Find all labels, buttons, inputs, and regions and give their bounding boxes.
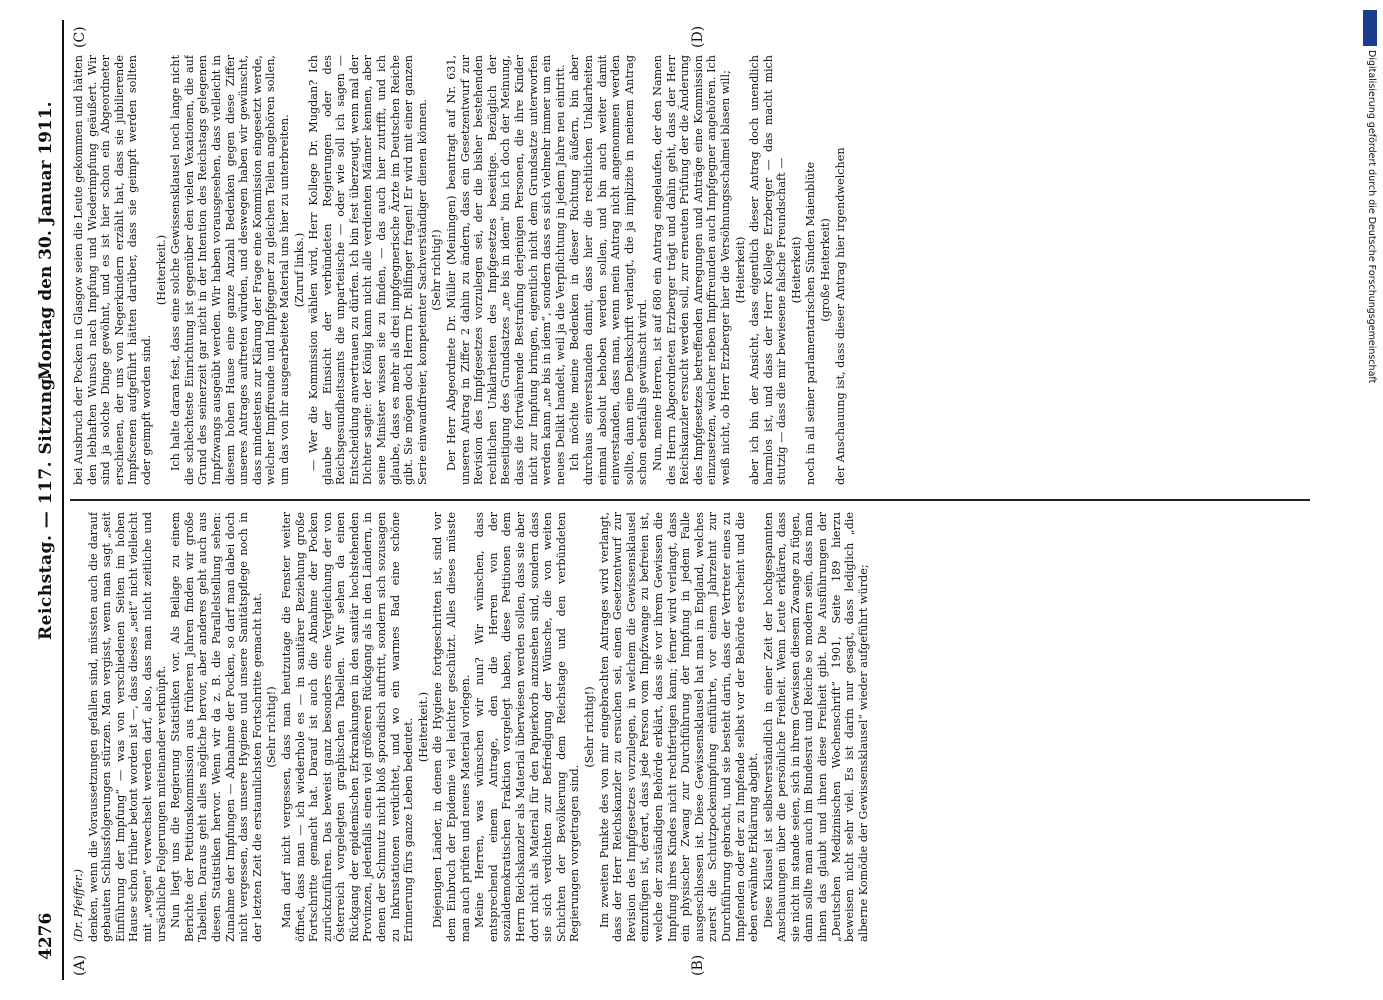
interjection: (Heiterkeit) (733, 236, 747, 304)
page-number: 4276 (36, 912, 56, 960)
paragraph: der Anschauung ist, dass dieser Antrag hier irgendwelchen (833, 147, 847, 485)
paragraph: Ich halte daran fest, dass eine solche Gewissensklausel noch lange nicht die schlechteste Einrichtung ist gegenüber den vielen Vexationen, die auf Grund des seinerzeit gar nicht in der Intention des Reichstags gelegenen Impfzwangs ausgeübt werden. Wir haben vorausgesehen, dass vielleicht in diesem hohen Hause eine ganze Anzahl Bedenken gegen diese Ziffer unseres Antrages auftreten würden, und deswegen haben wir gewünscht, dass mindestens zur Klärung der Frage eine Kommission eingesetzt werde, welcher Impffreunde und Impfgegner zu gleichen Teilen angehören sollen, um das von ihr ausgearbeitete Material uns hier zu unterbreiten. (169, 55, 291, 485)
paragraph: Diejenigen Länder, in denen die Hygiene fortgeschritten ist, sind vor dem Einbruch der Epidemie viel leichter geschützt. Alles dieses müsste man auch prüfen und neues Material vorlegen. (431, 512, 472, 942)
header-rule (62, 20, 64, 980)
interjection: (Heiterkeit) (789, 236, 803, 304)
paragraph: Nun liegt uns die Regierung Statistiken vor. Als Beilage zu einem Berichte der Petitionskommission aus früheren Jahren finden wir große Tabellen. Daraus geht alles mögliche hervor, aber anderes geht auch aus diesen Statistiken hervor. Wenn wir da z. B. die Parallelstellung sehen: Zunahme der Impfungen — Abnahme der Pocken, so darf man dabei doch nicht vergessen, dass unsere Hygiene und unsere Sanitätspflege noch in der letzten Zeit die erstaunlichsten Fortschritte gemacht hat. (169, 512, 264, 942)
paragraph: Man darf nicht vergessen, dass man heutzutage die Fenster weiter öffnet, dass man — ich wiederhole es — in sanitärer Beziehung große Fortschritte gemacht hat. Darauf ist auch die Abnahme der Pocken zurückzuführen. Das beweist ganz besonders eine Vergleichung der von Österreich vorgelegten graphischen Tabellen. Wir sehen da einen Rückgang der epidemischen Erkrankungen in den sanitär hochstehenden Provinzen, jedenfalls einen viel größeren Rückgang als in den Ländern, in denen der Schmutz nicht bloß sporadisch auftritt, sondern sich sozusagen zu Inkrustationen verdichtet, und wo ein warmes Bad eine schöne Erinnerung fürs ganze Leben bedeutet. (279, 512, 416, 942)
marker-a: (A) (72, 954, 88, 976)
paragraph: bei Ausbruch der Pocken in Glasgow seien die Leute gekommen und hätten den lebhaften Wunsch nach Impfung und Wiederimpfung geäußert. Wir sind ja solche Dinge gewöhnt, und es ist hier schon ein Abgeordneter erschienen, der uns von Negerkindern erzählt hat, dass sie jubilierende Impfscenen aufgeführt hätten darüber, dass sie geimpft werden sollten oder geimpft worden sind. (72, 55, 153, 485)
paragraph: Diese Klausel ist selbstverständlich in einer Zeit der hochgespannten Anschauungen über die persönliche Freiheit. Wenn Leute erklären, dass sie nicht im stande seien, sich in ihrem Gewissen diesem Zwange zu fügen, dann sollte man auch im Bundesrat und Reiche so modern sein, dass man ihnen das glaubt und ihnen diese Freiheit gibt. Die Ausführungen der „Deutschen Medizinischen Wochenschrift“ 1901, Seite 189 hierzu beweisen nicht sehr viel. Es ist darin nur gesagt, dass lediglich „die alberne Komödie der Gewissensklausel“ wieder aufgeführt würde; (761, 512, 870, 942)
paragraph: Ich möchte meine Bedenken in dieser Richtung äußern, bin aber durchaus einverstanden damit, dass hier die rechtlichen Unklarheiten einmal absolut behoben werden sollen, und bin auch weiter damit einverstanden, dass man, wenn mein Antrag nicht angenommen werden sollte, dann eine Denkschrift verlangt, die ja implizite in meinem Antrag schon ebenfalls gewünscht wird. (568, 55, 650, 485)
paragraph: Im zweiten Punkte des von mir eingebrachten Antrages wird verlangt, dass der Herr Reichskanzler zu ersuchen sei, einen Gesetzentwurf zur Revision des Impfgesetzes vorzulegen, in welchem die Gewissensklausel einzufügen ist, derart, dass jede Person vom Impfzwange zu befreien ist, welche der zuständigen Behörde erklärt, dass sie vor ihrem Gewissen die Impfung ihres Kindes nicht rechtfertigen kann; ferner wird verlangt, dass ein physischer Zwang zur Durchführung der Impfung in jedem Falle ausgeschlossen ist. Diese Gewissensklausel hat man in England, welches zuerst die Schutzpockenimpfung einführte, vor einem Jahrzehnt zur Durchführung gebracht, und sie besteht darin, dass der Vertreter eines zu Impfenden oder der zu Impfende selbst vor der Behörde erscheint und die eben erwähnte Erklärung abgibt. (597, 512, 761, 942)
paragraph: denken, wenn die Voraussetzungen gefallen sind, müssten auch die darauf gebauten Schlussfolgerungen stürzen. Man vergisst, wenn man sagt „seit Einführung der Impfung“ — was von verschiedenen Seiten im hohen Hause schon früher betont worden ist —, dass dieses „seit“ nicht vielleicht mit „wegen“ verwechselt werden darf, also, dass man nicht zeitliche und ursächliche Folgerungen miteinander verknüpft. (86, 512, 168, 942)
paragraph: Der Herr Abgeordnete Dr. Müller (Meiningen) beantragt auf Nr. 631, unseren Antrag in Ziffer 2 dahin zu ändern, dass ein Gesetzentwurf zur Revision des Impfgesetzes vorzulegen sei, der die bisher bestehenden rechtlichen Unklarheiten des Impfgesetzes beseitige. Bezüglich der Beseitigung des Grundsatzes „ne bis in idem“ bin ich doch der Meinung, dass die fortwährende Bestrafung derjenigen Personen, die ihre Kinder nicht zur Impfung bringen, eigentlich nicht dem Grundsatze unterworfen werden kann „ne bis in idem“, sondern dass es sich vielmehr immer um ein neues Delikt handelt, weil ja die Verpflichtung in jedem Jahre neu eintritt. (445, 55, 567, 485)
column-separator (70, 499, 1310, 501)
interjection: (Heiterkeit.) (416, 691, 430, 763)
page-date: Montag den 30. Januar 1911. (36, 101, 56, 380)
interjection: (Heiterkeit.) (154, 234, 168, 306)
interjection: (Sehr richtig!) (430, 229, 444, 311)
interjection: (Sehr richtig!) (582, 686, 596, 768)
left-column (72, 512, 1312, 942)
interjection: (Sehr richtig!) (265, 686, 279, 768)
dfg-logo (1363, 10, 1377, 46)
right-column (72, 55, 1312, 485)
marker-b: (B) (690, 954, 706, 976)
paragraph: Nun, meine Herren, ist auf 680 ein Antrag eingelaufen, der den Namen des Herrn Abgeordneten Erzberger trägt und dahin geht, dass der Herr Reichskanzler ersucht werden soll, zur erneuten Prüfung der die Änderung des Impfgesetzes betreffenden Anregungen und Anträge eine Kommission einzusetzen, welcher neben Impffreunden auch Impfgegner angehören. Ich weiß nicht, ob Herr Erzberger hier die Versöhnungsschalmei blasen will; (650, 55, 732, 485)
interjection: (Zuruf links.) (292, 232, 306, 308)
marker-d: (D) (690, 25, 706, 48)
digitization-banner (1363, 10, 1377, 390)
speaker-label: (Dr. Pfeiffer.) (72, 868, 85, 942)
interjection: (große Heiterkeit) (819, 218, 833, 322)
paragraph: aber ich bin der Ansicht, dass eigentlich dieser Antrag doch unendlich harmlos ist, und dass der Herr Kollege Erzberger — das macht mich stutzig — dass die mir bewiesene falsche Freundschaft — (748, 55, 789, 485)
banner-text: Digitalisierung gefördert durch die Deutsche Forschungsgemeinschaft (1366, 50, 1377, 384)
paragraph: — Wer die Kommission wählen wird, Herr Kollege Dr. Mugdan? Ich glaube der Einsicht der verbündeten Regierungen oder des Reichsgesundheitsamts die unparteiische — oder wie soll ich sagen — Entscheidung anvertrauen zu dürfen. Ich bin fest überzeugt, wenn mal der Dichter sagte: der König kann nicht alle verdienten Männer kennen, aber seine Minister wissen sie zu finden, — das auch hier zutrifft, und ich glaube, dass es mehr als drei impfgegnerische Ärzte im Deutschen Reiche gibt. Sie mögen doch Herrn Dr. Bilfinger fragen! Er wird mit einer ganzen Serie einwandfreier, kompetenter Sachverständiger dienen können. (307, 55, 429, 485)
marker-c: (C) (72, 26, 88, 48)
paragraph: Meine Herren, was wünschen wir nun? Wir wünschen, dass entsprechend einem Antrage, den die Herren von der sozialdemokratischen Fraktion vorgelegt haben, diese Petitionen dem Herrn Reichskanzler als Material überwiesen werden sollen, dass sie aber dort nicht als Material für den Papierkorb anzusehen sind, sondern dass sie sich verdichten zur Befriedigung der Wünsche, die von weiten Schichten der Bevölkerung dem Reichstage und den verbündeten Regierungen vorgetragen sind. (473, 512, 582, 942)
page-title: Reichstag. — 117. Sitzung. (36, 371, 56, 640)
paragraph: noch in all seiner parlamentarischen Sünden Maienblüte (804, 161, 818, 485)
page-header (32, 40, 62, 960)
